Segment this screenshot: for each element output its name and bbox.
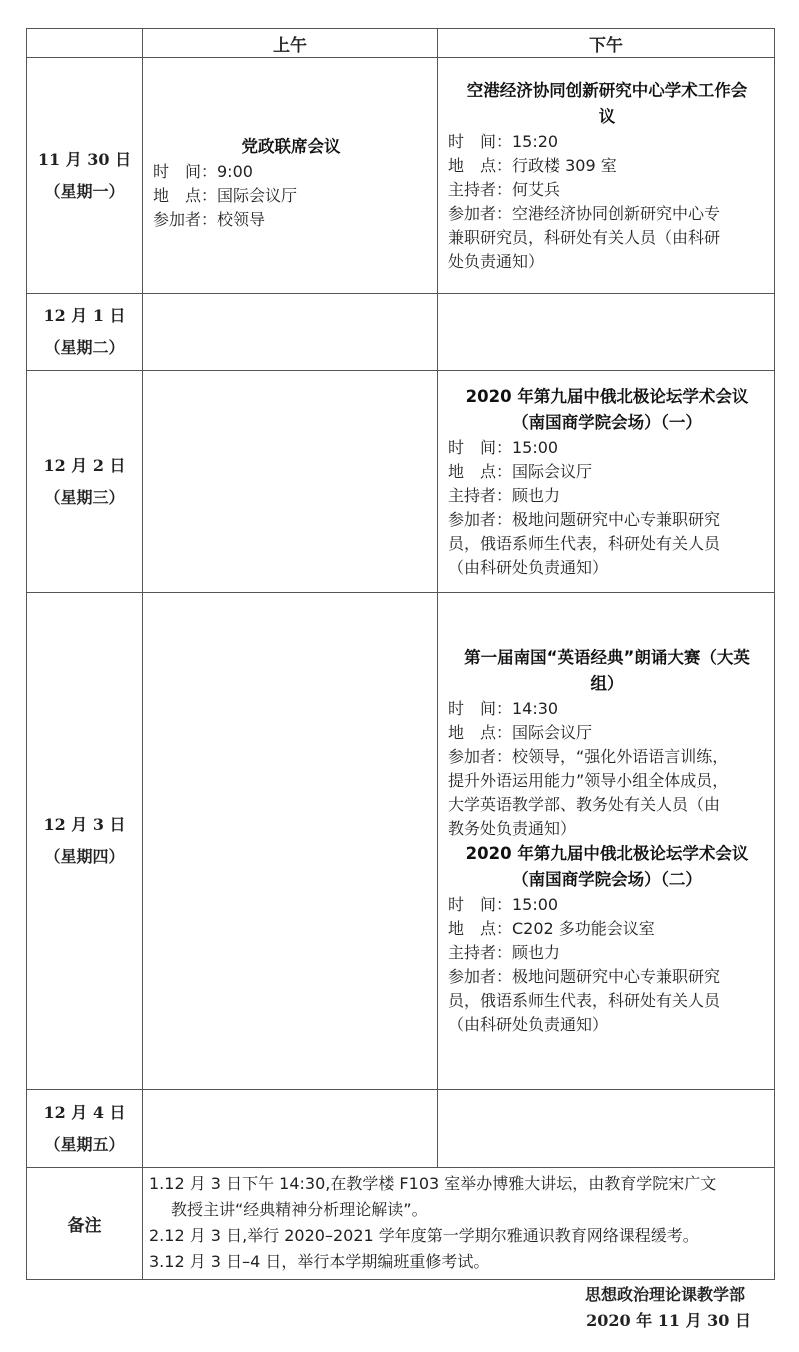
event-participants: 参加者：空港经济协同创新研究中心专: [448, 203, 721, 223]
weekday-label: （星期二）: [44, 338, 125, 357]
date-cell: [27, 1090, 143, 1168]
event-host: 主持者：顾也力: [448, 485, 561, 505]
event-time: 时 间：9:00: [153, 161, 253, 181]
remark-item: 3.12 月 3 日–4 日，举行本学期编班重修考试。: [149, 1252, 490, 1271]
schedule-table: [26, 28, 775, 1280]
table-row: [27, 294, 775, 371]
event-participants: （由科研处负责通知）: [448, 1015, 609, 1034]
event-title-line: 空港经济协同创新研究中心学术工作会: [466, 80, 748, 100]
date-cell: [27, 58, 143, 294]
am-cell: [143, 58, 438, 294]
event-participants: 参加者：校领导: [153, 209, 266, 229]
event-title-line: 组）: [590, 674, 624, 693]
header-am: 上午: [143, 29, 438, 58]
event-place: 地 点：国际会议厅: [153, 185, 298, 205]
issue-date: 2020 年 11 月 30 日: [586, 1311, 751, 1330]
event-time: 时 间：14:30: [448, 699, 559, 718]
header-pm: 下午: [438, 29, 775, 58]
remark-item: 2.12 月 3 日,举行 2020–2021 学年度第一学期尔雅通识教育网络课程缓考。: [149, 1226, 699, 1245]
event-participants: 兼职研究员，科研处有关人员（由科研: [448, 227, 721, 247]
remark-text: 教授主讲“经典精神分析理论解读”。: [171, 1200, 428, 1219]
am-cell: [143, 294, 438, 371]
weekday-label: （星期一）: [44, 181, 125, 201]
event-participants: 大学英语教学部、教务处有关人员（由: [448, 795, 721, 814]
event-title: 党政联席会议: [241, 136, 341, 156]
header-blank: [27, 29, 143, 58]
table-row: [27, 58, 775, 294]
event-place: 地 点：C202 多功能会议室: [448, 919, 655, 938]
am-cell: [143, 371, 438, 593]
event-time: 时 间：15:00: [448, 437, 559, 457]
weekday-label: （星期三）: [44, 487, 125, 507]
remarks-row: [27, 1168, 775, 1280]
remark-item: [149, 1171, 766, 1223]
event-title-line: 议: [598, 106, 616, 126]
date-cell: [27, 371, 143, 593]
event-title: [448, 384, 766, 436]
event-participants: 参加者：极地问题研究中心专兼职研究: [448, 509, 721, 529]
event-place: 地 点：国际会议厅: [448, 723, 593, 742]
weekday-label: （星期四）: [44, 847, 125, 866]
event-title: [448, 645, 766, 697]
header-row: [27, 29, 775, 58]
date-cell: [27, 294, 143, 371]
date-label: 11 月 30 日: [37, 149, 132, 169]
event-participants: 处负责通知）: [448, 251, 545, 271]
am-cell: [143, 1090, 438, 1168]
event-title-line: （南国商学院会场）（一）: [512, 412, 702, 432]
event-participants: （由科研处负责通知）: [448, 557, 609, 577]
table-row: [27, 371, 775, 593]
event-place: 地 点：国际会议厅: [448, 461, 593, 481]
document-footer: [585, 1282, 751, 1334]
pm-cell: [438, 294, 775, 371]
pm-cell: [438, 371, 775, 593]
event-title: [448, 78, 766, 130]
event-host: 主持者：何艾兵: [448, 179, 561, 199]
remarks-cell: [143, 1168, 775, 1280]
event-participants: 参加者：校领导，“强化外语语言训练，: [448, 747, 729, 766]
date-label: 12 月 2 日: [43, 455, 126, 475]
event-place: 地 点：行政楼 309 室: [448, 155, 617, 175]
remarks-label: 备注: [27, 1168, 143, 1280]
event-participants: 教务处负责通知）: [448, 819, 577, 838]
event-participants: 员，俄语系师生代表，科研处有关人员: [448, 991, 721, 1010]
date-label: 12 月 4 日: [43, 1102, 126, 1122]
pm-cell: [438, 1090, 775, 1168]
event-time: 时 间：15:20: [448, 131, 559, 151]
table-row: [27, 1090, 775, 1168]
event-participants: 提升外语运用能力”领导小组全体成员，: [448, 771, 729, 790]
event-participants: 参加者：极地问题研究中心专兼职研究: [448, 967, 721, 986]
issuing-department: 思想政治理论课教学部: [584, 1285, 745, 1304]
event-title-line: 第一届南国“英语经典”朗诵大赛（大英: [464, 648, 750, 667]
weekday-label: （星期五）: [44, 1134, 125, 1154]
date-label: 12 月 3 日: [43, 815, 126, 834]
remark-text: 1.12 月 3 日下午 14:30,在教学楼 F103 室举办博雅大讲坛，由教育学院宋广文: [149, 1174, 717, 1193]
event-participants: 员，俄语系师生代表，科研处有关人员: [448, 533, 721, 553]
event-title-line: 2020 年第九届中俄北极论坛学术会议: [465, 844, 749, 863]
date-cell: [27, 593, 143, 1090]
date-label: 12 月 1 日: [43, 306, 126, 325]
pm-cell: [438, 58, 775, 294]
event-title: [448, 841, 766, 893]
am-cell: [143, 593, 438, 1090]
event-title-line: （南国商学院会场）（二）: [512, 870, 702, 889]
event-time: 时 间：15:00: [448, 895, 559, 914]
table-row: [27, 593, 775, 1090]
event-host: 主持者：顾也力: [448, 943, 561, 962]
event-title-line: 2020 年第九届中俄北极论坛学术会议: [465, 386, 749, 406]
pm-cell: [438, 593, 775, 1090]
